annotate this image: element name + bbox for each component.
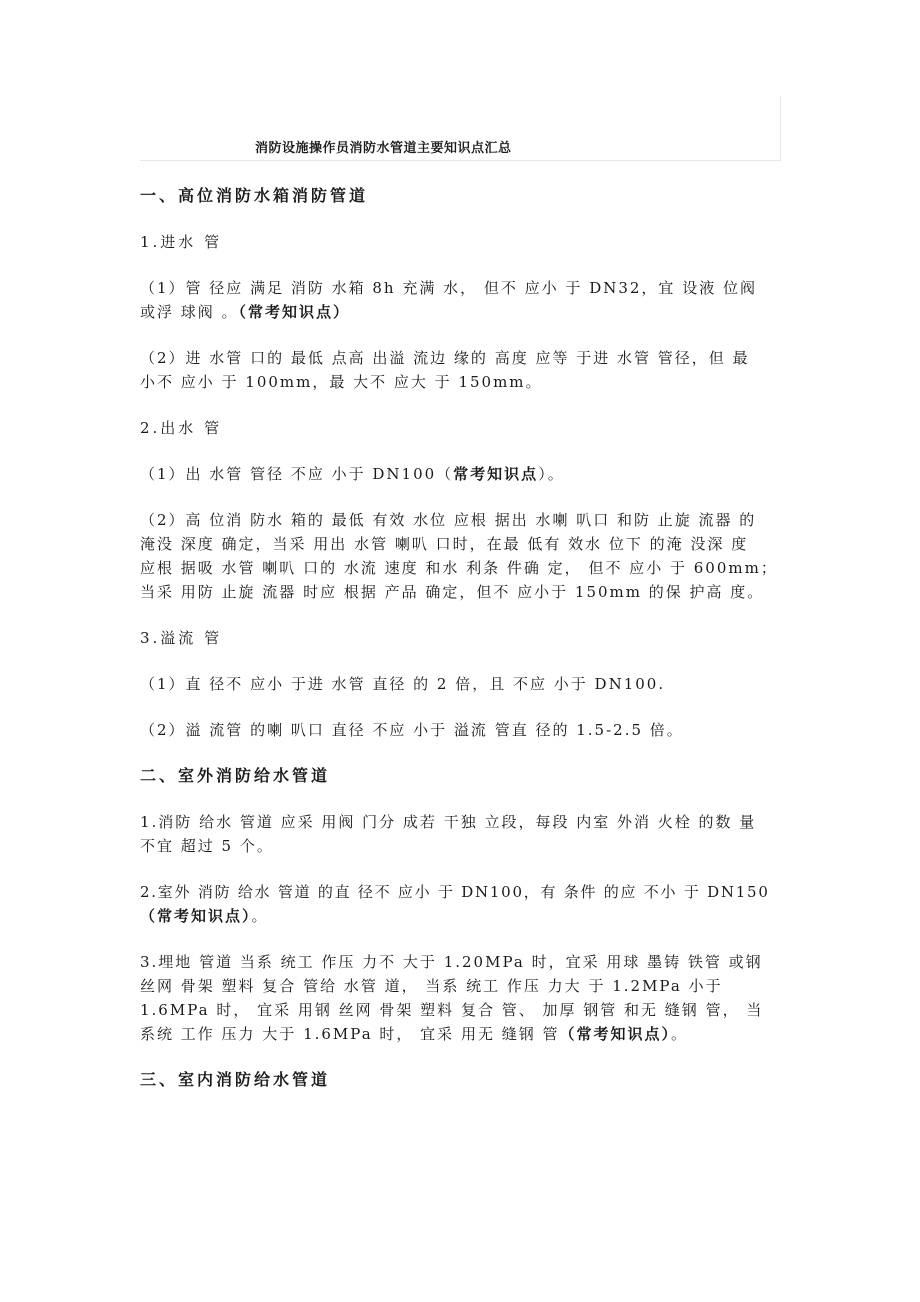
document-title: 消防设施操作员消防水管道主要知识点汇总 (255, 141, 512, 156)
text-line: （2）高 位消 防水 箱的 最低 有效 水位 应根 据出 水喇 叭口 和防 止旋 流器 的 (140, 511, 757, 529)
subsection-heading-outlet-pipe: 2.出水 管 (140, 419, 223, 437)
paragraph-outdoor-1 (140, 810, 780, 858)
text-line: 当采 用防 止旋 流器 时应 根据 产品 确定，但不 应小于 150mm 的保 护高 度。 (140, 583, 765, 601)
subsection-heading-overflow-pipe: 3.溢流 管 (140, 629, 223, 647)
document-body (140, 184, 780, 1114)
text-line: （1）直 径不 应小 于进 水管 直径 的 2 倍，且 不应 小于 DN100. (140, 675, 666, 693)
key-point-label: （常考知识点） (559, 1025, 672, 1043)
text-line: 不宜 超过 5 个。 (140, 837, 274, 855)
text-line (140, 904, 780, 928)
paragraph-inlet-pipe-2 (140, 346, 780, 394)
text-line: 1.消防 给水 管道 应采 用阀 门分 成若 干独 立段，每段 内室 外消 火栓 的数 量 (140, 813, 757, 831)
text-line: （1）管 径应 满足 消防 水箱 8h 充满 水， 但不 应小 于 DN32，宜 设液 位阀 (140, 279, 757, 297)
text-segment: 。 (251, 907, 269, 925)
text-segment: 系统 工作 压力 大于 1.6MPa 时， 宜采 用无 缝钢 管 (140, 1025, 560, 1043)
paragraph-overflow-pipe-2 (140, 718, 780, 742)
key-point-label: （常考知识点） (238, 303, 351, 321)
text-line: （2）进 水管 口的 最低 点高 出溢 流边 缘的 高度 应等 于进 水管 管径，但 最 (140, 349, 750, 367)
paragraph-inlet-pipe-1 (140, 276, 780, 324)
paragraph-outlet-pipe-2 (140, 508, 780, 604)
paragraph-outlet-pipe-1 (140, 462, 780, 486)
text-line: （2）溢 流管 的喇 叭口 直径 不应 小于 溢流 管直 径的 1.5-2.5 倍。 (140, 721, 684, 739)
text-line: 1.6MPa 时， 宜采 用钢 丝网 骨架 塑料 复合 管、 加厚 钢管 和无 缝钢 管， 当 (140, 1001, 764, 1019)
text-line (140, 1022, 780, 1046)
paragraph-outdoor-3 (140, 950, 780, 1046)
paragraph-outdoor-2 (140, 880, 780, 928)
text-line: 3.埋地 管道 当系 统工 作压 力不 大于 1.20MPa 时，宜采 用球 墨铸 铁管 或钢 (140, 953, 763, 971)
text-line: 丝网 骨架 塑料 复合 管给 水管 道， 当系 统工 作压 力大 于 1.2MPa 小于 (140, 977, 723, 995)
section-heading-3: 三、室内消防给水管道 (140, 1070, 331, 1089)
subsection-heading-inlet-pipe: 1.进水 管 (140, 233, 223, 251)
section-heading-1: 一、高位消防水箱消防管道 (140, 186, 369, 205)
text-line: 小不 应小 于 100mm，最 大不 应大 于 150mm。 (140, 373, 543, 391)
section-heading-2: 二、室外消防给水管道 (140, 766, 331, 785)
text-line: 2.室外 消防 给水 管道 的直 径不 应小 于 DN100，有 条件 的应 不小 于 DN150 (140, 883, 770, 901)
text-line (140, 300, 780, 324)
text-segment: ）。 (538, 465, 565, 483)
text-line: 应根 据吸 水管 喇叭 口的 水流 速度 和水 利条 件确 定， 但不 应小 于 600mm； (140, 559, 778, 577)
key-point-label: 常考知识点 (453, 465, 539, 483)
paragraph-overflow-pipe-1 (140, 672, 780, 696)
text-line: 淹没 深度 确定，当采 用出 水管 喇叭 口时，在最 低有 效水 位下 的淹 没深 度 (140, 535, 749, 553)
text-line (140, 462, 780, 486)
key-point-label: （常考知识点） (140, 907, 252, 925)
text-segment: 。 (671, 1025, 689, 1043)
text-segment: 或浮 球阀 。 (140, 303, 239, 321)
text-segment: （1）出 水管 管径 不应 小于 DN100（ (140, 465, 454, 483)
